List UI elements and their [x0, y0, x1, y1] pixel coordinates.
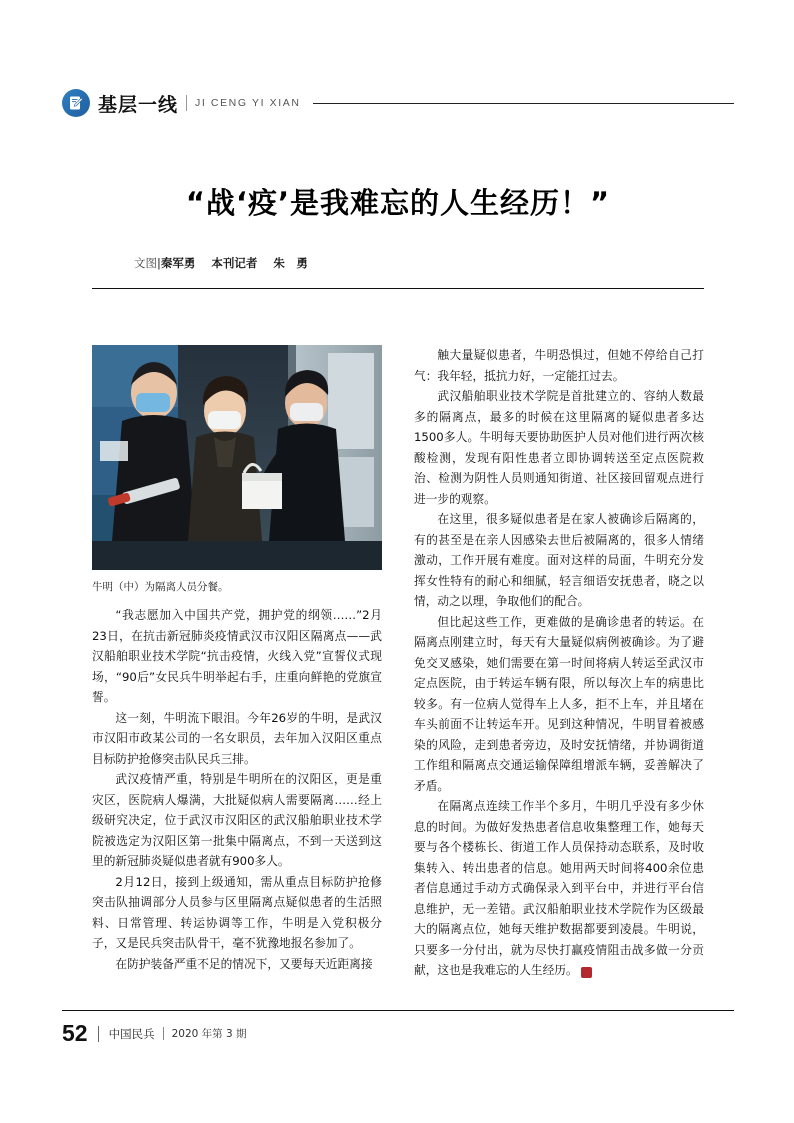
document-pen-icon	[62, 89, 90, 117]
byline-reporter: 朱 勇	[273, 255, 308, 270]
footer	[62, 1020, 734, 1047]
masthead-divider	[186, 95, 187, 111]
masthead-title: 基层一线	[98, 93, 179, 116]
paragraph: “我志愿加入中国共产党，拥护党的纲领……”2月23日，在抗击新冠肺炎疫情武汉市汉阳区隔离点——武汉船舶职业技术学院“抗击疫情，火线入党”宣誓仪式现场，“90后”女民兵牛明举起右手，庄重向鲜艳的党旗宣誓。	[92, 608, 382, 704]
article-photo	[92, 345, 382, 570]
page-number: 52	[62, 1020, 88, 1046]
publication-name: 中国民兵	[108, 1026, 155, 1041]
paragraph: 触大量疑似患者，牛明恐惧过，但她不停给自己打气：我年轻，抵抗力好，一定能扛过去。	[414, 348, 704, 383]
paragraph: 但比起这些工作，更难做的是确诊患者的转运。在隔离点刚建立时，每天有大量疑似病例被确诊。为了避免交叉感染，她们需要在第一时间将病人转运至武汉市定点医院，由于转运车辆有限，所以每次上车的病患比较多。有一位病人觉得车上人多，拒不上车，并且堵在车头前面不让转运车开。见到这种情况，牛明冒着被感染的风险，走到患者旁边，及时安抚情绪，并协调街道工作组和隔离点交通运输保障组增派车辆，妥善解决了矛盾。	[414, 614, 704, 793]
end-mark-icon: ✦	[581, 967, 592, 978]
paragraph: 在防护装备严重不足的情况下，又要每天近距离接	[115, 956, 373, 971]
photo-block	[92, 345, 382, 595]
masthead-subtitle: JI CENG YI XIAN	[195, 97, 301, 109]
page-title: “战‘疫’是我难忘的人生经历！”	[185, 186, 611, 220]
paragraph: 这一刻，牛明流下眼泪。今年26岁的牛明，是武汉市汉阳市政某公司的一名女职员，去年加入汉阳区重点目标防护抢修突击队民兵三排。	[92, 710, 382, 766]
paragraph: 在这里，很多疑似患者是在家人被确诊后隔离的，有的甚至是在亲人因感染去世后被隔离的，很多人情绪激动，工作开展有难度。面对这样的局面，牛明充分发挥女性特有的耐心和细腻，轻言细语安抚患者，晓之以情，动之以理，争取他们的配合。	[414, 512, 704, 608]
issue-label: 2020 年第 3 期	[171, 1028, 247, 1040]
right-column	[414, 345, 704, 981]
paragraph: 2月12日，接到上级通知，需从重点目标防护抢修突击队抽调部分人员参与区里隔离点疑似患者的生活照料、日常管理、转运协调等工作，牛明是入党积极分子，又是民兵突击队骨干，毫不犹豫地报名参加了。	[92, 874, 382, 950]
masthead	[62, 86, 734, 120]
byline-role: 本刊记者	[211, 255, 258, 270]
left-column	[92, 345, 382, 974]
photo-caption: 牛明（中）为隔离人员分餐。	[92, 581, 229, 593]
paragraph-text: 在隔离点连续工作半个多月，牛明几乎没有多少休息的时间。为做好发热患者信息收集整理工作，她每天要与各个楼栋长、街道工作人员保持动态联系，及时收集转入、转出患者的信息。她用两天时间将400余位患者信息通过手动方式确保录入到平台中，并进行平台信息维护，无一差错。武汉船舶职业技术学院作为区级最大的隔离点位，她每天维护数据都要到凌晨。牛明说，只要多一分付出，就为尽快打赢疫情阻击战多做一分贡献，这也是我难忘的人生经历。	[414, 799, 704, 977]
byline: 文图|秦军勇 本刊记者 朱 勇	[134, 255, 308, 270]
title-rule	[92, 288, 704, 289]
footer-divider	[98, 1026, 99, 1042]
paragraph: 武汉疫情严重，特别是牛明所在的汉阳区，更是重灾区，医院病人爆满，大批疑似病人需要隔离……经上级研究决定，位于武汉市汉阳区的武汉船舶职业技术学院被选定为汉阳区第一批集中隔离点，不到一天送到这里的新冠肺炎疑似患者就有900多人。	[92, 772, 382, 868]
masthead-rule	[313, 103, 734, 104]
byline-label: 文图	[134, 255, 157, 270]
title-block	[92, 185, 704, 271]
byline-author: 秦军勇	[160, 255, 196, 270]
paragraph: 武汉船舶职业技术学院是首批建立的、容纳人数最多的隔离点，最多的时候在这里隔离的疑似患者多达1500多人。牛明每天要协助医护人员对他们进行两次核酸检测，发现有阳性患者立即协调转送至定点医院救治、检测为阴性人员则通知街道、社区接回留观点进行进一步的观察。	[414, 389, 704, 506]
footer-rule	[62, 1010, 734, 1011]
footer-divider-2	[163, 1027, 164, 1040]
paragraph-last	[414, 796, 704, 981]
